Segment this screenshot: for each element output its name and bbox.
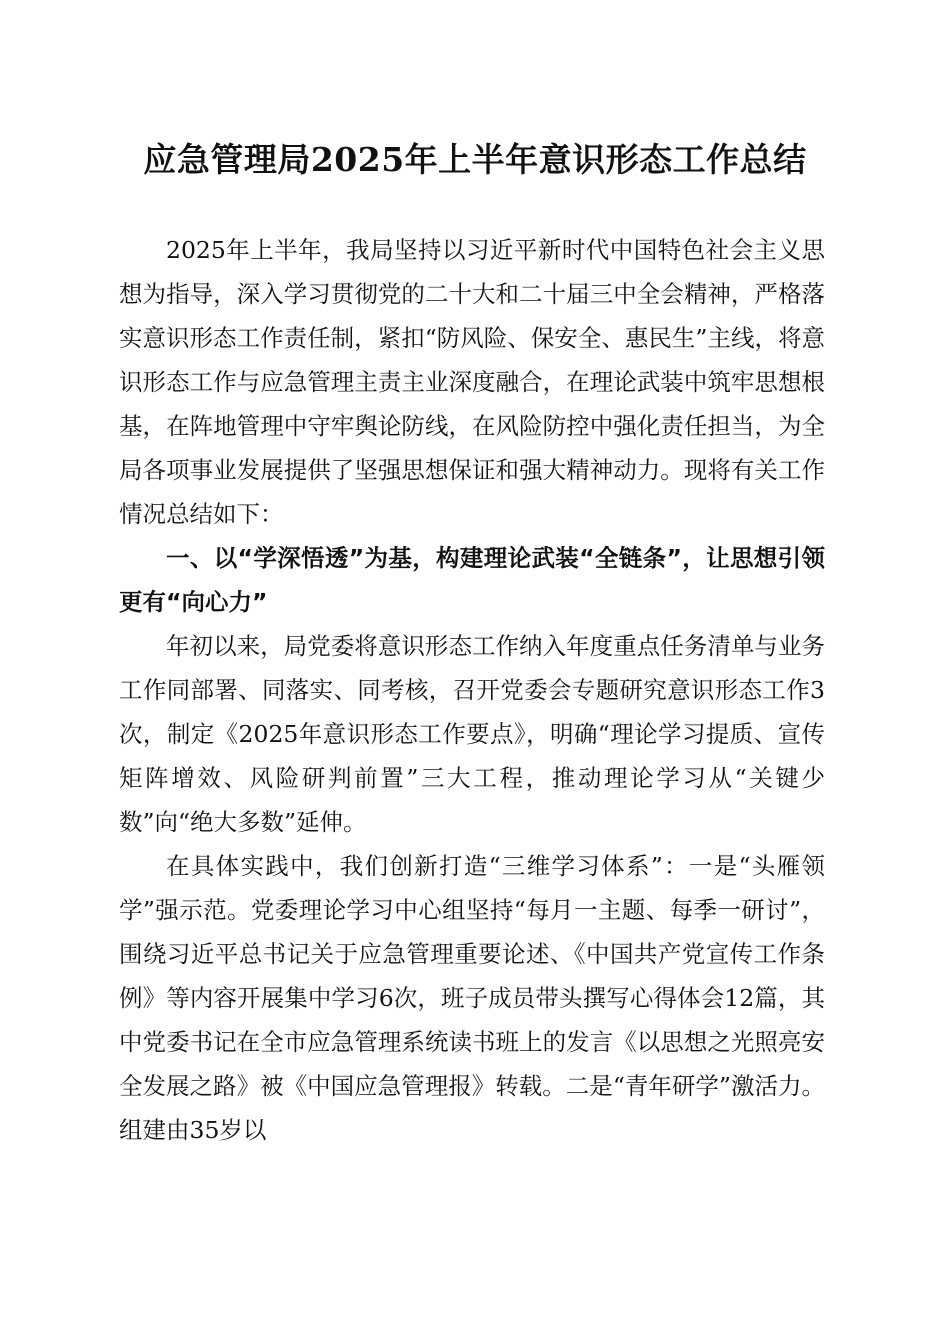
intro-paragraph: 2025年上半年，我局坚持以习近平新时代中国特色社会主义思想为指导，深入学习贯彻党的二十大和二十届三中全会精神，严格落实意识形态工作责任制，紧扣“防风险、保安全、惠民生”主线，将意识形态工作与应急管理主责主业深度融合，在理论武装中筑牢思想根基，在阵地管理中守牢舆论防线，在风险防控中强化责任担当，为全局各项事业发展提供了坚强思想保证和强大精神动力。现将有关工作情况总结如下：: [119, 236, 825, 528]
section-heading-1: 一、以“学深悟透”为基，构建理论武装“全链条”，让思想引领更有“向心力”: [119, 544, 825, 616]
body-paragraph: 年初以来，局党委将意识形态工作纳入年度重点任务清单与业务工作同部署、同落实、同考核，召开党委会专题研究意识形态工作3次，制定《2025年意识形态工作要点》，明确“理论学习提质、宣传矩阵增效、风险研判前置”三大工程，推动理论学习从“关键少数”向“绝大多数”延伸。: [119, 632, 825, 836]
document-title: 应急管理局2025年上半年意识形态工作总结: [143, 140, 807, 179]
document-body: [119, 228, 825, 1152]
body-paragraph: 在具体实践中，我们创新打造“三维学习体系”：一是“头雁领学”强示范。党委理论学习中心组坚持“每月一主题、每季一研讨”，围绕习近平总书记关于应急管理重要论述、《中国共产党宣传工作条例》等内容开展集中学习6次，班子成员带头撰写心得体会12篇，其中党委书记在全市应急管理系统读书班上的发言《以思想之光照亮安全发展之路》被《中国应急管理报》转载。二是“青年研学”激活力。组建由35岁以: [119, 852, 825, 1144]
